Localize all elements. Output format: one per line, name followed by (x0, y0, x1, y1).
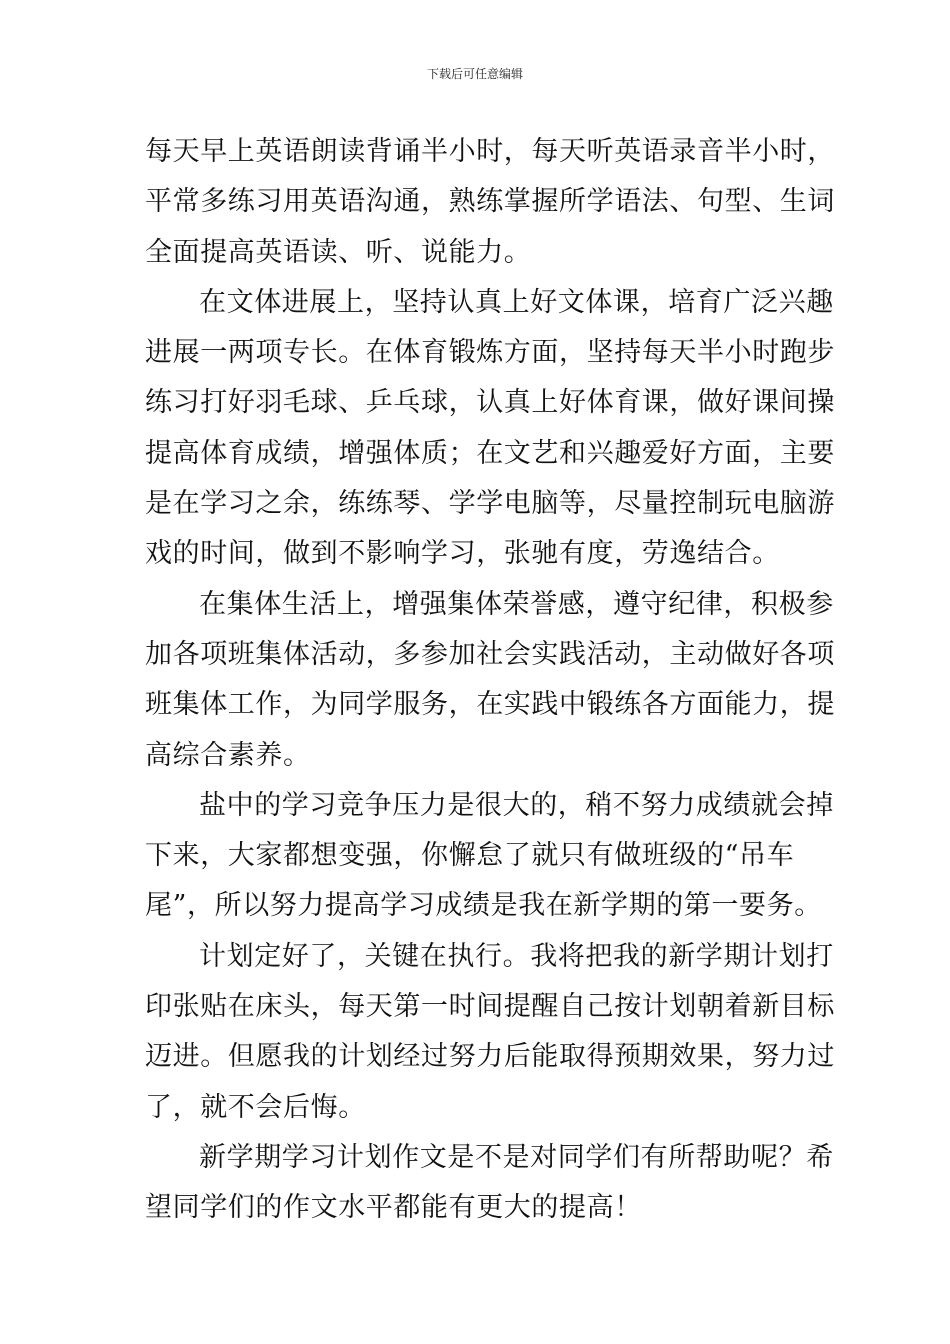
paragraph-first-line: 计划定好了，关键在执行。我将把我的新学期计划打 (199, 940, 834, 972)
text-line: 戏的时间，做到不影响学习，张驰有度，劳逸结合。 (145, 538, 780, 570)
page-header: 下载后可任意编辑 (426, 67, 523, 81)
paragraph-first-line: 在集体生活上，增强集体荣誉感，遵守纪律，积极参 (199, 588, 834, 620)
text-line: 每天早上英语朗读背诵半小时，每天听英语录音半小时， (145, 136, 835, 167)
text-line: 高综合素养。 (145, 739, 311, 771)
paragraph-first-line: 新学期学习计划作文是不是对同学们有所帮助呢？希 (199, 1141, 834, 1173)
text-line: 印张贴在床头，每天第一时间提醒自己按计划朝着新目标 (145, 991, 835, 1023)
text-line: 迈进。但愿我的计划经过努力后能取得预期效果，努力过 (145, 1041, 835, 1073)
paragraph-first-line: 盐中的学习竞争压力是很大的，稍不努力成绩就会掉 (199, 789, 834, 821)
text-line: 平常多练习用英语沟通，熟练掌握所学语法、句型、生词 (145, 186, 835, 218)
text-line: 加各项班集体活动，多参加社会实践活动，主动做好各项 (145, 638, 835, 670)
text-line: 是在学习之余，练练琴、学学电脑等，尽量控制玩电脑游 (145, 488, 835, 520)
paragraph-first-line: 在文体进展上，坚持认真上好文体课，培育广泛兴趣 (199, 286, 834, 318)
text-line: 练习打好羽毛球、乒乓球，认真上好体育课，做好课间操 (145, 387, 835, 419)
text-line: 尾”，所以努力提高学习成绩是我在新学期的第一要务。 (145, 890, 822, 922)
text-line: 进展一两项专长。在体育锻炼方面，坚持每天半小时跑步 (145, 337, 835, 369)
text-line: 提高体育成绩，增强体质；在文艺和兴趣爱好方面，主要 (145, 437, 835, 469)
text-line: 下来，大家都想变强，你懈怠了就只有做班级的“吊车 (145, 840, 795, 872)
document-body (145, 127, 835, 1234)
text-line: 班集体工作，为同学服务，在实践中锻练各方面能力，提 (145, 689, 835, 721)
text-line: 望同学们的作文水平都能有更大的提高！ (145, 1192, 642, 1224)
text-line: 了，就不会后悔。 (145, 1091, 366, 1123)
text-line: 全面提高英语读、听、说能力。 (145, 236, 532, 268)
